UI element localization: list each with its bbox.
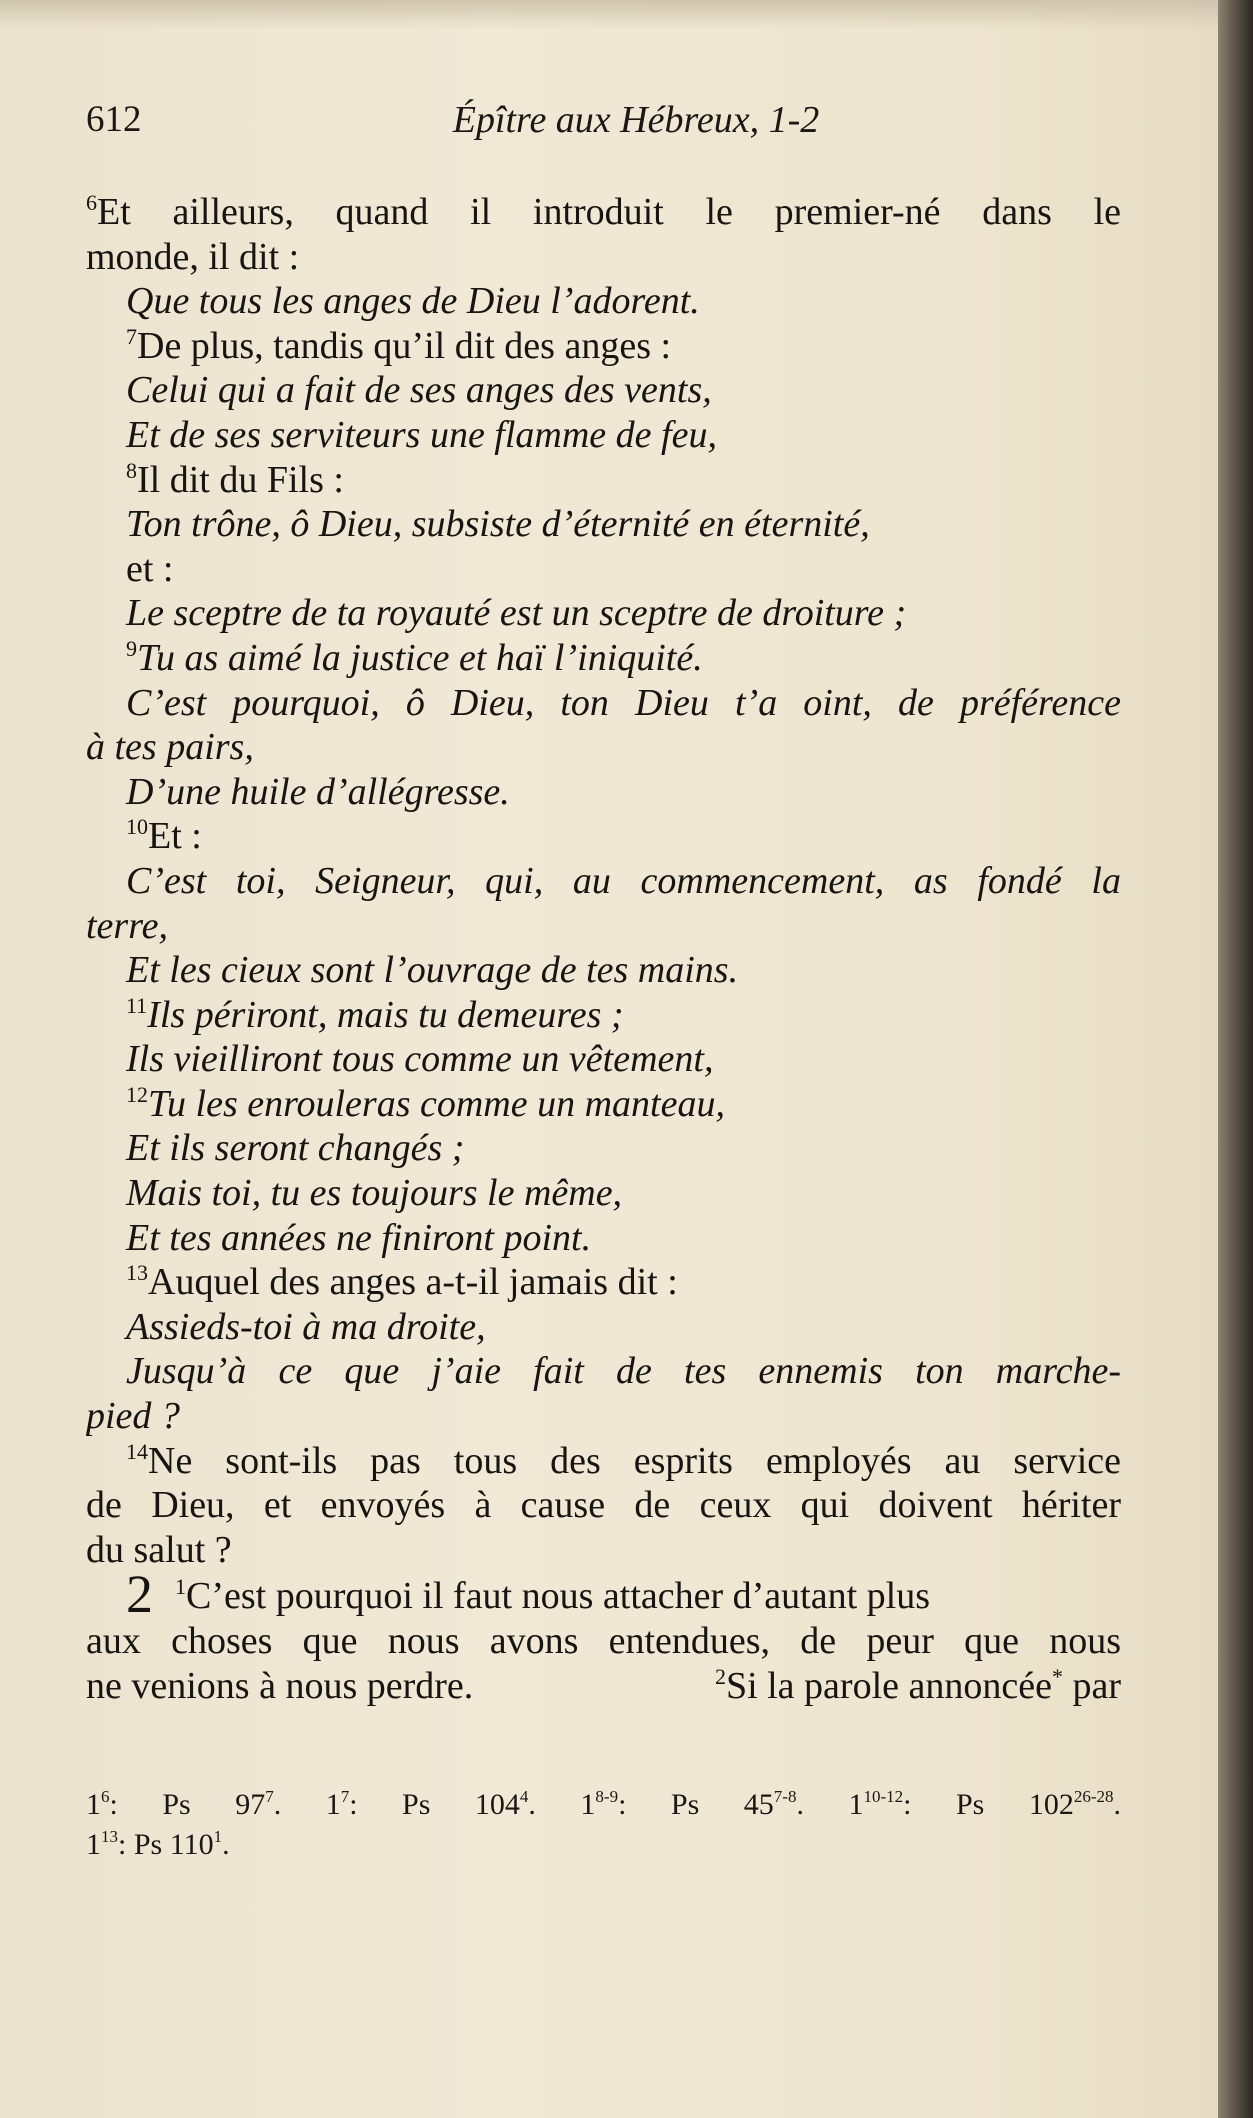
- verse-10-quote-2: terre,: [86, 904, 168, 947]
- page-edge-shadow: [1218, 0, 1253, 2118]
- footnote: 1$^{10-12}$: Ps 102$^{26-28}$.: [848, 1787, 1121, 1821]
- running-title: Épître aux Hébreux, 1-2: [452, 99, 820, 141]
- verse-9-quote-3: à tes pairs,: [86, 726, 254, 769]
- verse-number: 2: [714, 1663, 726, 1689]
- verse-13-quote-1: Assieds-toi à ma droite,: [126, 1305, 486, 1348]
- verse-12-quote-4: Et tes années ne finiront point.: [126, 1216, 592, 1259]
- verse-number: 10: [126, 814, 148, 840]
- verse-12-quote-2: Et ils seront changés ;: [126, 1127, 465, 1170]
- footnote: $1^6$: Ps $97^7$.: [86, 1787, 282, 1821]
- page-number: 612: [86, 99, 142, 140]
- verse-11-line-1: $^{11}$Ils périront, mais tu demeures ;: [126, 992, 624, 1036]
- verse-12-line-1: $^{12}$Tu les enrouleras comme un manteau,: [126, 1081, 725, 1125]
- verse-11-quote-2: Ils vieilliront tous comme un vêtement,: [126, 1038, 714, 1081]
- verse-13-quote-3: pied ?: [86, 1395, 180, 1438]
- footnote: $1^7$: Ps $104^4$.: [325, 1787, 536, 1821]
- chapter-2-line-1: 2 $^1$C’est pourquoi il faut nous attacher d’autant plus: [86, 1572, 1121, 1619]
- verse-7-line-1: $^7$De plus, tandis qu’il dit des anges :: [126, 323, 672, 367]
- verse-number: 8: [126, 457, 137, 483]
- verse-9-quote-4: D’une huile d’allégresse.: [126, 770, 510, 813]
- chapter-2-line-3: ne venions à nous perdre. $^2$Si la parole annoncée* par: [86, 1663, 1121, 1707]
- verse-8-quote-1: Ton trône, ô Dieu, subsiste d’éternité en éternité,: [126, 503, 870, 546]
- verse-number: 14: [126, 1438, 148, 1464]
- verse-number: 11: [126, 992, 148, 1018]
- verse-8-line-1: $^8$Il dit du Fils :: [126, 457, 344, 501]
- verse-8-quote-2: Le sceptre de ta royauté est un sceptre de droiture ;: [126, 592, 907, 635]
- footnote-line-2: [86, 1825, 1121, 1865]
- verse-7-quote-1: Celui qui a fait de ses anges des vents,: [126, 369, 712, 412]
- verse-13-line-1: $^{13}$Auquel des anges a-t-il jamais dit :: [126, 1260, 678, 1304]
- page-header: [86, 98, 1116, 158]
- footnote: 1$^{8-9}$: Ps 45$^{7-8}$.: [580, 1787, 804, 1821]
- verse-6-line-1: $^6$Et ailleurs, quand il introduit le premier-né dans le: [86, 190, 1121, 233]
- verse-number: 12: [126, 1081, 148, 1107]
- verse-9-quote-2: C’est pourquoi, ô Dieu, ton Dieu t’a oint, de préférence: [126, 681, 1121, 724]
- verse-14-line-3: du salut ?: [86, 1528, 232, 1571]
- verse-number: 7: [126, 323, 137, 349]
- verse-number: 6: [86, 190, 97, 215]
- footnote: $1^{13}$: Ps $110^1$.: [86, 1827, 230, 1861]
- verse-number: 1: [175, 1574, 186, 1600]
- footnote-line-1: [86, 1785, 1121, 1825]
- verse-6-line-2: monde, il dit :: [86, 235, 300, 278]
- verse-7-quote-2: Et de ses serviteurs une flamme de feu,: [126, 413, 717, 456]
- verse-9-line-1: $^9$Tu as aimé la justice et haï l’iniquité.: [126, 635, 703, 679]
- verse-14-line-2: de Dieu, et envoyés à cause de ceux qui doivent hériter: [86, 1484, 1121, 1527]
- chapter-number: 2: [126, 1572, 153, 1619]
- verse-number: 9: [126, 635, 137, 661]
- verse-10-quote-3: Et les cieux sont l’ouvrage de tes mains.: [126, 949, 739, 992]
- footnotes: [86, 1785, 1121, 1865]
- asterisk-marker: *: [1051, 1663, 1063, 1689]
- verse-6-quote: Que tous les anges de Dieu l’adorent.: [126, 280, 700, 323]
- verse-12-quote-3: Mais toi, tu es toujours le même,: [126, 1172, 623, 1215]
- verse-10-quote-1: C’est toi, Seigneur, qui, au commencement, as fondé la: [126, 859, 1121, 902]
- verse-8-mid: et :: [126, 547, 174, 590]
- chapter-2-line-2: aux choses que nous avons entendues, de peur que nous: [86, 1620, 1121, 1662]
- verse-number: 13: [126, 1260, 148, 1286]
- scripture-text: [86, 190, 1121, 1708]
- verse-14-line-1: $^{14}$Ne sont-ils pas tous des esprits employés au service: [126, 1438, 1121, 1482]
- verse-10-line-1: $^{10}$Et :: [126, 814, 202, 858]
- verse-13-quote-2: Jusqu’à ce que j’aie fait de tes ennemis ton marche-: [126, 1350, 1121, 1393]
- page-top-shadow: [0, 0, 1218, 30]
